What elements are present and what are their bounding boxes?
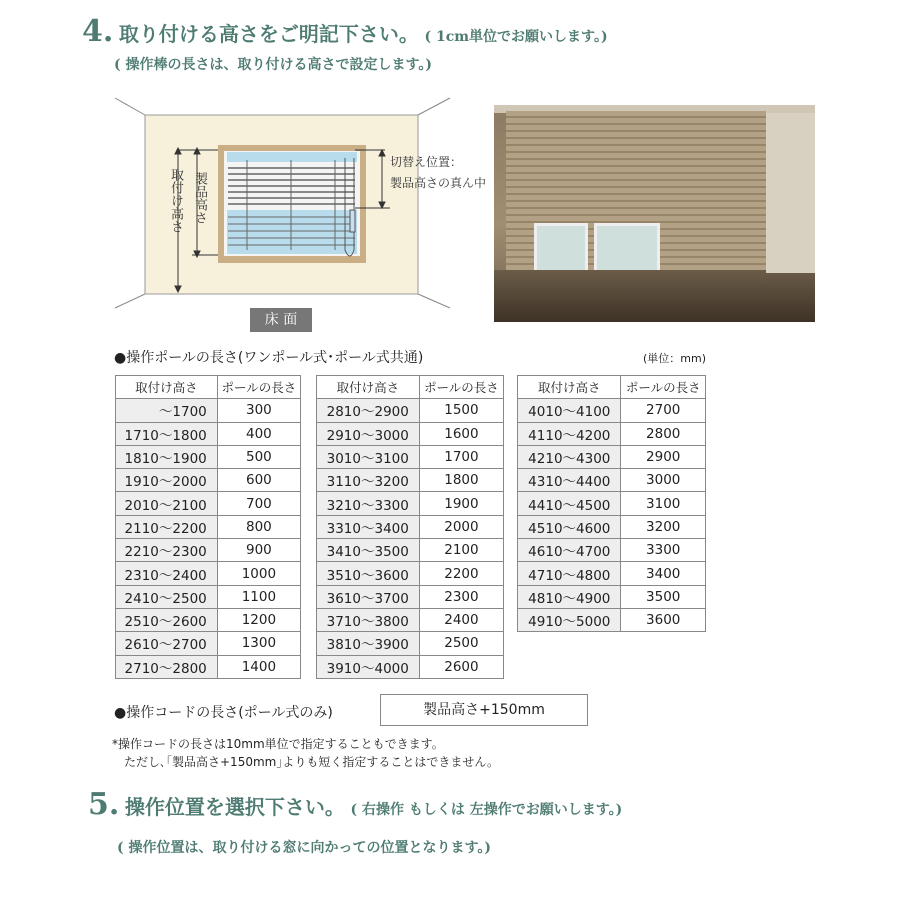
install-height-cell: 3310～3400 — [317, 515, 420, 538]
section4-sub: ( 操作棒の長さは、取り付ける高さで設定します。) — [114, 57, 433, 73]
table-row — [116, 632, 301, 655]
install-height-cell: 4210～4300 — [518, 445, 621, 468]
cord-length-label: ●操作コードの長さ(ポール式のみ) — [114, 705, 333, 721]
install-height-cell: 4110～4200 — [518, 422, 621, 445]
table-header — [116, 376, 301, 399]
table-row — [317, 515, 504, 538]
pole-length-cell: 1700 — [419, 445, 503, 468]
table-row — [518, 562, 706, 585]
install-height-cell: 1710～1800 — [116, 422, 218, 445]
pole-length-cell: 1400 — [217, 655, 300, 678]
install-height-cell: 3210～3300 — [317, 492, 420, 515]
pole-length-cell: 1200 — [217, 608, 300, 631]
pole-length-cell: 500 — [217, 445, 300, 468]
pole-length-cell: 1500 — [419, 399, 503, 422]
table-row — [518, 422, 706, 445]
install-height-cell: 3010～3100 — [317, 445, 420, 468]
table-row — [518, 445, 706, 468]
table-row — [317, 445, 504, 468]
install-height-cell: ～1700 — [116, 399, 218, 422]
pole-length-cell: 2400 — [419, 608, 503, 631]
floor — [494, 270, 815, 322]
table-row — [116, 655, 301, 678]
room-photo — [494, 105, 815, 322]
column-header: ポールの長さ — [217, 376, 300, 399]
table-row — [317, 608, 504, 631]
install-height-cell: 3610～3700 — [317, 585, 420, 608]
wall — [766, 113, 815, 273]
pole-length-cell: 3200 — [621, 515, 706, 538]
pole-length-cell: 2300 — [419, 585, 503, 608]
table-row — [116, 469, 301, 492]
install-height-cell: 3810～3900 — [317, 632, 420, 655]
table-row — [116, 492, 301, 515]
install-height-cell: 2410～2500 — [116, 585, 218, 608]
install-height-cell: 4610～4700 — [518, 539, 621, 562]
install-height-cell: 2110～2200 — [116, 515, 218, 538]
switch-position-sub: 製品高さの真ん中 — [390, 176, 487, 190]
table-row — [518, 399, 706, 422]
pole-length-cell: 2100 — [419, 539, 503, 562]
pole-length-cell: 2800 — [621, 422, 706, 445]
table-row — [518, 515, 706, 538]
pole-length-cell: 2900 — [621, 445, 706, 468]
pole-length-cell: 2700 — [621, 399, 706, 422]
table-row — [116, 539, 301, 562]
section5-sub: ( 操作位置は、取り付ける窓に向かっての位置となります。) — [117, 840, 492, 856]
pole-length-cell: 2200 — [419, 562, 503, 585]
pole-table-title: ●操作ポールの長さ(ワンポール式･ポール式共通) — [114, 350, 424, 366]
table-row — [317, 422, 504, 445]
section-note: ( 右操作 もしくは 左操作でお願いします。) — [350, 802, 623, 818]
table-row — [116, 608, 301, 631]
table-row — [518, 608, 706, 631]
table-row — [317, 492, 504, 515]
section5-heading — [88, 787, 622, 822]
install-height-cell: 3510～3600 — [317, 562, 420, 585]
pole-length-cell: 1800 — [419, 469, 503, 492]
column-header: ポールの長さ — [419, 376, 503, 399]
install-height-cell: 2710～2800 — [116, 655, 218, 678]
product-height-label: 製品高さ — [192, 172, 207, 224]
table-header — [317, 376, 504, 399]
install-height-cell: 4310～4400 — [518, 469, 621, 492]
table-row — [317, 539, 504, 562]
table-row — [116, 585, 301, 608]
pole-length-cell: 2600 — [419, 655, 503, 678]
pole-table-2 — [316, 375, 504, 679]
unit-label: (単位：mm) — [643, 352, 707, 365]
table-row — [317, 632, 504, 655]
cord-length-value: 製品高さ+150mm — [380, 694, 588, 726]
install-height-cell: 3910～4000 — [317, 655, 420, 678]
section4-heading — [82, 14, 608, 49]
column-header: ポールの長さ — [621, 376, 706, 399]
table-row — [317, 585, 504, 608]
cord-note-2: ただし､｢製品高さ+150mm｣よりも短く指定することはできません。 — [124, 755, 500, 769]
table-row — [317, 655, 504, 678]
pole-length-cell: 3000 — [621, 469, 706, 492]
pole-length-cell: 700 — [217, 492, 300, 515]
pole-length-cell: 1000 — [217, 562, 300, 585]
install-height-cell: 1810～1900 — [116, 445, 218, 468]
install-height-cell: 1910～2000 — [116, 469, 218, 492]
table-row — [317, 562, 504, 585]
install-height-cell: 2810～2900 — [317, 399, 420, 422]
pole-length-cell: 900 — [217, 539, 300, 562]
install-height-cell: 4510～4600 — [518, 515, 621, 538]
pole-length-cell: 800 — [217, 515, 300, 538]
table-row — [317, 399, 504, 422]
table-row — [116, 422, 301, 445]
pole-length-cell: 1600 — [419, 422, 503, 445]
section-number: 4. — [82, 14, 114, 49]
table-row — [518, 539, 706, 562]
install-height-cell: 2310～2400 — [116, 562, 218, 585]
pole-length-cell: 3400 — [621, 562, 706, 585]
section-title: 取り付ける高さをご明記下さい。 — [118, 22, 419, 46]
install-height-cell: 2210～2300 — [116, 539, 218, 562]
table-header — [518, 376, 706, 399]
column-header: 取付け高さ — [518, 376, 621, 399]
pole-length-cell: 3500 — [621, 585, 706, 608]
install-height-cell: 4010～4100 — [518, 399, 621, 422]
section-title: 操作位置を選択下さい。 — [124, 795, 345, 819]
column-header: 取付け高さ — [116, 376, 218, 399]
section-note: ( 1cm単位でお願いします。) — [424, 29, 608, 45]
table-row — [317, 469, 504, 492]
pole-length-cell: 3100 — [621, 492, 706, 515]
table-row — [116, 515, 301, 538]
install-height-cell: 2010～2100 — [116, 492, 218, 515]
pole-length-cell: 3600 — [621, 608, 706, 631]
install-height-cell: 2910～3000 — [317, 422, 420, 445]
install-height-cell: 2610～2700 — [116, 632, 218, 655]
column-header: 取付け高さ — [317, 376, 420, 399]
install-height-cell: 2510～2600 — [116, 608, 218, 631]
pole-length-cell: 3300 — [621, 539, 706, 562]
table-row — [116, 399, 301, 422]
switch-position-label: 切替え位置： — [390, 155, 463, 169]
pole-length-cell: 1300 — [217, 632, 300, 655]
table-row — [518, 469, 706, 492]
table-row — [518, 492, 706, 515]
install-height-cell: 3710～3800 — [317, 608, 420, 631]
install-height-cell: 4710～4800 — [518, 562, 621, 585]
pole-length-cell: 400 — [217, 422, 300, 445]
pole-length-cell: 1900 — [419, 492, 503, 515]
section-number: 5. — [88, 787, 120, 822]
pole-table-1 — [115, 375, 301, 679]
install-height-cell: 4410～4500 — [518, 492, 621, 515]
install-height-cell: 4910～5000 — [518, 608, 621, 631]
pole-length-cell: 600 — [217, 469, 300, 492]
install-height-cell: 3410～3500 — [317, 539, 420, 562]
cord-note-1: *操作コードの長さは10mm単位で指定することもできます。 — [112, 737, 444, 751]
table-row — [116, 562, 301, 585]
table-row — [116, 445, 301, 468]
install-height-label: 取付け高さ — [168, 168, 183, 233]
pole-table-3 — [517, 375, 706, 632]
install-height-cell: 3110～3200 — [317, 469, 420, 492]
pole-length-cell: 1100 — [217, 585, 300, 608]
table-row — [518, 585, 706, 608]
pole-length-cell: 2500 — [419, 632, 503, 655]
pole-length-cell: 300 — [217, 399, 300, 422]
floor-label: 床 面 — [250, 308, 312, 332]
pole-length-cell: 2000 — [419, 515, 503, 538]
install-height-cell: 4810～4900 — [518, 585, 621, 608]
